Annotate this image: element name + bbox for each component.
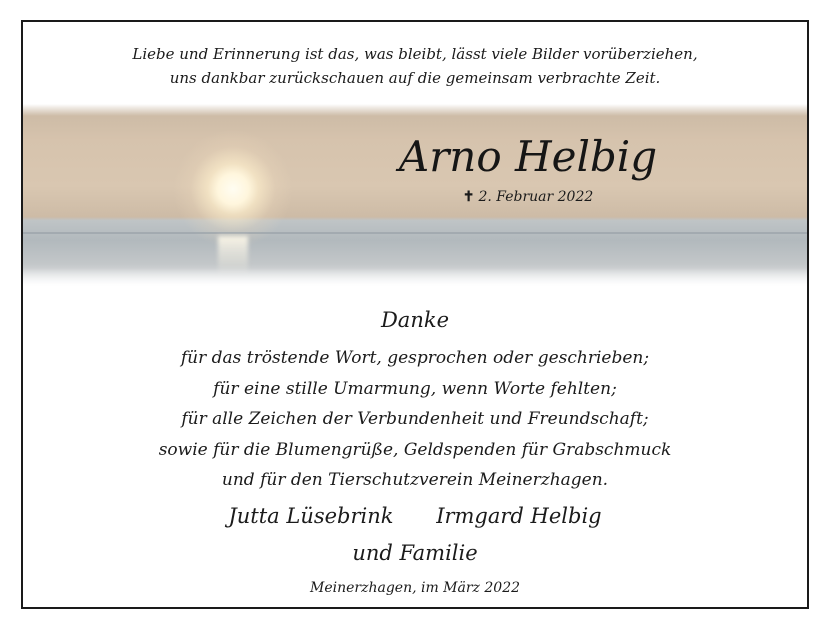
death-date-line xyxy=(383,188,673,206)
banner-fade-top xyxy=(23,104,807,116)
thanks-line: für alle Zeichen der Verbundenheit und Freundschaft; xyxy=(181,409,649,429)
thanks-heading: Danke xyxy=(380,308,450,332)
motto-verse xyxy=(23,42,807,90)
horizon-line xyxy=(23,232,807,234)
motto-line-2: uns dankbar zurückschauen auf die gemeinsam verbrachte Zeit. xyxy=(169,69,661,87)
cross-icon: ✝ xyxy=(462,189,475,205)
place-date: Meinerzhagen, im März 2022 xyxy=(309,580,521,596)
sun-glow xyxy=(173,129,293,249)
thanks-line: für das tröstende Wort, gesprochen oder geschrieben; xyxy=(180,348,650,368)
signer-family: und Familie xyxy=(352,541,478,565)
obituary-card xyxy=(21,20,809,609)
thanks-line: und für den Tierschutzverein Meinerzhagen. xyxy=(221,470,609,490)
death-date: 2. Februar 2022 xyxy=(478,189,594,205)
thanks-line: sowie für die Blumengrüße, Geldspenden für Grabschmuck xyxy=(158,439,672,460)
banner-fade-bottom xyxy=(23,268,807,286)
deceased-name: Arno Helbig xyxy=(398,132,658,181)
sunset-banner-image xyxy=(23,104,807,286)
thanks-text xyxy=(23,343,807,496)
signers-row xyxy=(23,502,807,530)
motto-line-1: Liebe und Erinnerung ist das, was bleibt, lässt viele Bilder vorüberziehen, xyxy=(132,45,698,63)
thanks-line: für eine stille Umarmung, wenn Worte fehlten; xyxy=(213,378,617,399)
signer-name: Jutta Lüsebrink xyxy=(228,504,394,528)
signer-name: Irmgard Helbig xyxy=(436,504,602,528)
